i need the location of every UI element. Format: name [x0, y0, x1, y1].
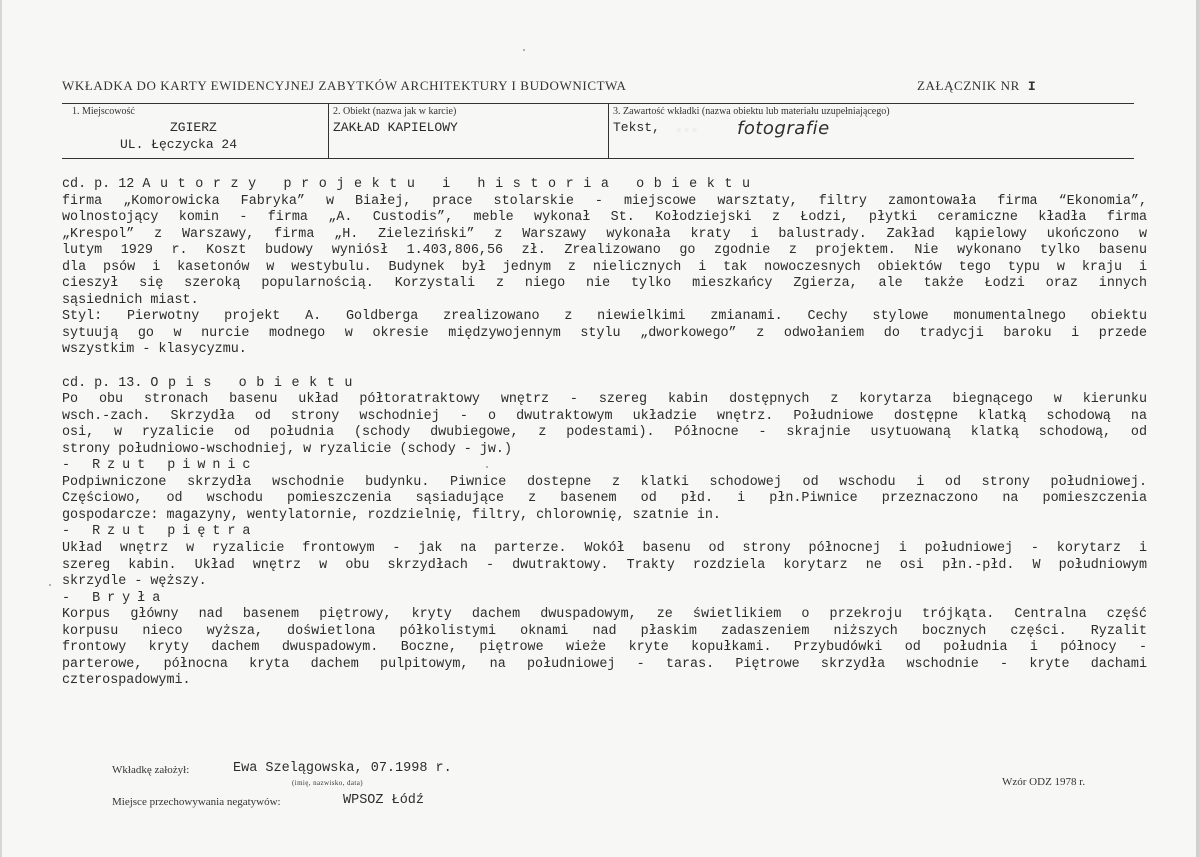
place-value-town: ZGIERZ	[170, 120, 217, 135]
contents-field	[608, 104, 1135, 158]
paragraph-line: gospodarcze: magazyny, wentylatornie, rozdzielnię, filtry, chlorownię, szatnie in.	[62, 507, 721, 523]
document-body	[62, 177, 1147, 690]
paragraph-line: Układ wnętrz w ryzalicie frontowym - jak na parterze. Wokół basenu od strony północnej i południowej - korytarz i	[62, 541, 1147, 557]
object-field	[328, 104, 609, 158]
paragraph-line: wolnostojący komin - firma „A. Custodis”, meble wykonał St. Kołodziejski z Łodzi, płytki ceramiczne kładła firma	[62, 210, 1147, 226]
paragraph-line: wszystkim - klasycyzmu.	[62, 342, 247, 358]
negatives-label: Miejsce przechowywania negatywów:	[112, 796, 281, 808]
form-model: Wzór ODZ 1978 r.	[1002, 776, 1086, 788]
object-value: ZAKŁAD KAPIELOWY	[333, 120, 458, 135]
contents-label: 3. Zawartość wkładki (nazwa obiektu lub materiału uzupełniającego)	[613, 106, 890, 117]
paragraph-line: Po obu stronach basenu układ półtoratraktowy wnętrz - szereg kabin dostępnych z korytarza biegnącego w kierunku	[62, 392, 1147, 408]
paragraph-line: skrzydle - węższy.	[62, 574, 207, 590]
attachment-number	[917, 78, 1036, 94]
contents-faded-text: ...	[675, 120, 699, 135]
paragraph-line: szereg kabin. Układ wnętrz w obu skrzydłach - dwutraktowy. Trakty rozdziela korytarz ne osi płn.-płd. W południowym	[62, 557, 1147, 573]
paragraph-line: frontowy kryty dachem dwuspadowym. Boczne, piętrowe wieże kryte kopułkami. Przybudówki od południa i północy -	[62, 640, 1147, 656]
negatives-value: WPSOZ Łódź	[343, 793, 425, 808]
subheading-basement: - Rzut piwnic	[62, 458, 258, 474]
paragraph-line: cieszył się szeroką popularnością. Korzystali z niego nie tylko mieszkańcy Zgierza, ale także Łodzi oraz innych	[62, 276, 1147, 292]
paragraph-line: dla psów i kasetonów w westybulu. Budynek był jednym z nielicznych i tak nowoczesnych obiektów tego typu w kraju i	[62, 259, 1147, 275]
attachment-value: I	[1027, 79, 1037, 94]
paragraph-line: strony południowo-wschodniej, w ryzalicie (schody - jw.)	[62, 441, 512, 457]
form-title: WKŁADKA DO KARTY EWIDENCYJNEJ ZABYTKÓW ARCHITEKTURY I BUDOWNICTWA	[62, 78, 627, 93]
paragraph-line: sąsiednich miast.	[62, 292, 199, 308]
author-label: Wkładkę założył:	[112, 764, 190, 776]
speck	[49, 584, 51, 586]
speck	[523, 49, 525, 51]
subheading-floor: - Rzut piętra	[62, 524, 258, 540]
paragraph-line: parterowe, północna kryta dachem pulpitowym, na południowej - taras. Piętrowe skrzydła wschodnie - kryte dachami	[62, 656, 1147, 672]
contents-value: Tekst,	[613, 120, 660, 135]
place-field	[62, 104, 328, 158]
paragraph-line: sytuują go w nurcie modnego w okresie międzywojennym stylu „dworkowego” z odwołaniem do tradycji baroku i przede	[62, 325, 1147, 341]
spacer	[62, 359, 1147, 376]
header-fields	[62, 103, 1134, 159]
speck	[486, 466, 488, 468]
section-13-heading: Opis obiektu	[150, 375, 363, 391]
paragraph-line: wsch.-zach. Skrzydła od strony wschodniej - o dwutraktowym układzie wnętrz. Południowe dostępne klatką schodową na	[62, 408, 1147, 424]
paragraph-line: „Krespol” z Warszawy, firma „H. Zieleziński” z Warszawy wykonała kraty i balustrady. Zakład kąpielowy ukończono w	[62, 226, 1147, 242]
form-header	[62, 78, 1137, 94]
place-label: 1. Miejscowość	[72, 106, 135, 117]
attachment-label: ZAŁĄCZNIK NR	[917, 78, 1020, 93]
contents-handwritten-note: fotografie	[737, 118, 830, 139]
paragraph-line: Częściowo, od wschodu pomieszczenia sąsiadujące z basenem od płd. i płn.Piwnice przeznaczono na pomieszczenia	[62, 491, 1147, 507]
section-12-heading: Autorzy projektu i historia obiektu	[142, 177, 760, 192]
paragraph-line: Korpus główny nad basenem piętrowy, kryty dachem dwuspadowym, ze świetlikiem o przekroju trójkąta. Centralna część	[62, 607, 1147, 623]
section-13-prefix: cd. p. 13.	[62, 375, 151, 391]
paragraph-line: czterospadowymi.	[62, 673, 191, 689]
paragraph-line: osi, w ryzalicie od południa (schody dwubiegowe, z podestami). Północne - skrajnie usytuowaną klatką schodową, od	[62, 425, 1147, 441]
section-12-prefix: cd. p. 12	[62, 177, 143, 192]
paragraph-line: Styl: Pierwotny projekt A. Goldberga zrealizowano z niewielkimi zmianami. Cechy stylowe monumentalnego obiektu	[62, 309, 1147, 325]
paragraph-line: Podpiwniczone skrzydła wschodnie budynku. Piwnice dostepne z klatki schodowej od wschodu i od strony południowej.	[62, 474, 1147, 490]
paragraph-line: korpusu nieco wyższa, doświetlona półkolistymi oknami nad płaskim zadaszeniem niższych bocznych części. Ryzalit	[62, 623, 1147, 639]
paragraph-line: firma „Komorowicka Fabryka” w Białej, prace stolarskie - miejscowe warsztaty, filtry zamontowała firma “Ekonomia”,	[62, 193, 1147, 209]
author-hint: (imię, nazwisko, data)	[292, 779, 364, 787]
object-label: 2. Obiekt (nazwa jak w karcie)	[333, 106, 457, 117]
section-13-heading-line	[62, 376, 1147, 393]
subheading-massing: - Bryła	[62, 590, 168, 606]
place-value-street: UL. Łęczycka 24	[120, 137, 238, 152]
paragraph-line: lutym 1929 r. Koszt budowy wyniósł 1.403,806,56 zł. Zrealizowano go zgodnie z projektem. Nie wykonano tylko basenu	[62, 243, 1147, 259]
section-12-heading-line	[62, 177, 1147, 194]
author-value: Ewa Szelągowska, 07.1998 r.	[233, 761, 452, 776]
